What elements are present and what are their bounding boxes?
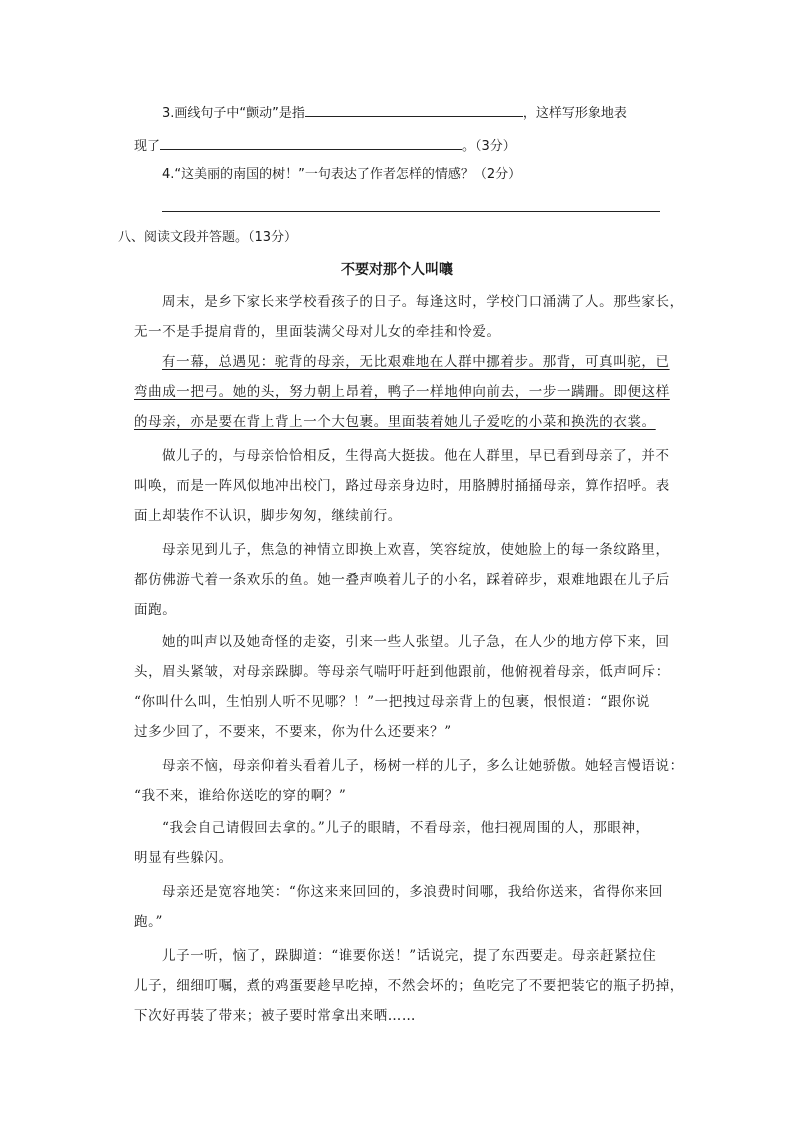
passage-line: 都仿佛游弋着一条欢乐的鱼。她一叠声唤着儿子的小名，踩着碎步，艰难地跟在儿子后: [134, 572, 670, 588]
passage-line: 周末，是乡下家长来学校看孩子的日子。每逢这时，学校门口涌满了人。那些家长，: [162, 294, 684, 310]
question-4: 4.“这美丽的南国的树！”一句表达了作者怎样的情感？（2分）: [162, 167, 522, 182]
question-3-suffix: ，这样写形象地表: [522, 106, 627, 121]
underlined-passage-line: 弯曲成一把弓。她的头，努力朝上昂着，鸭子一样地伸向前去，一步一蹒跚。即便这样: [134, 384, 670, 400]
passage-line: 头，眉头紧皱，对母亲跺脚。等母亲气喘吁吁赶到他跟前，他俯视着母亲，低声呵斥：: [134, 664, 670, 680]
question-3-prefix: 3.画线句子中“颤动”是指: [162, 106, 305, 121]
answer-blank-2[interactable]: [160, 135, 462, 150]
passage-line: 跑。”: [134, 914, 163, 930]
question-3-line-1: [162, 102, 627, 124]
passage-line: 面上却装作不认识，脚步匆匆，继续前行。: [134, 508, 402, 524]
section-8-heading: 八、阅读文段并答题。（13分）: [118, 230, 298, 245]
passage-line: “我会自己请假回去拿的。”儿子的眼睛，不看母亲，他扫视周围的人，那眼神，: [162, 820, 650, 836]
underlined-passage-line: 的母亲，亦是要在背上背上一个大包裹。里面装着她儿子爱吃的小菜和换洗的衣裳。: [134, 414, 656, 430]
question-3-cont-prefix: 现了: [134, 139, 161, 154]
passage-line: “你叫什么叫，生怕别人听不见哪？！”一把拽过母亲背上的包裹，恨恨道：“跟你说: [134, 694, 651, 710]
passage-title: 不要对那个人叫嚷: [341, 262, 453, 278]
passage-line: 母亲不恼，母亲仰着头看着儿子，杨树一样的儿子，多么让她骄傲。她轻言慢语说：: [162, 758, 684, 774]
passage-line: 她的叫声以及她奇怪的走姿，引来一些人张望。儿子急，在人少的地方停下来，回: [162, 634, 670, 650]
answer-blank-1[interactable]: [305, 102, 523, 117]
passage-line: 儿子一听，恼了，跺脚道：“谁要你送！”话说完，提了东西要走。母亲赶紧拉住: [162, 948, 657, 964]
underlined-passage-line: 有一幕，总遇见：驼背的母亲，无比艰难地在人群中挪着步。那背，可真叫驼，已: [162, 354, 670, 370]
passage-line: 叫唤，而是一阵风似地冲出校门，路过母亲身边时，用胳膊肘捅捅母亲，算作招呼。表: [134, 478, 670, 494]
passage-line: 下次好再装了带来；被子要时常拿出来晒……: [134, 1008, 416, 1024]
passage-line: 明显有些躲闪。: [134, 850, 233, 866]
passage-line: 做儿子的，与母亲恰恰相反，生得高大挺拔。他在人群里，早已看到母亲了，并不: [162, 448, 670, 464]
passage-line: 过多少回了，不要来，不要来，你为什么还要来？”: [134, 724, 452, 740]
passage-line: “我不来，谁给你送吃的穿的啊？”: [134, 788, 347, 804]
passage-line: 母亲见到儿子，焦急的神情立即换上欢喜，笑容绽放，使她脸上的每一条纹路里，: [162, 542, 670, 558]
passage-line: 母亲还是宽容地笑：“你这来来回回的，多浪费时间哪，我给你送来，省得你来回: [162, 884, 664, 900]
passage-line: 面跑。: [134, 602, 177, 618]
question-3-line-2: [134, 135, 516, 157]
answer-line-question-4[interactable]: [162, 211, 660, 212]
passage-line: 无一不是手提肩背的，里面装满父母对儿女的牵挂和怜爱。: [134, 324, 501, 340]
passage-line: 儿子，细细叮嘱，煮的鸡蛋要趁早吃掉，不然会坏的；鱼吃完了不要把装它的瓶子扔掉，: [134, 978, 684, 994]
question-3-cont-suffix: 。（3分）: [462, 139, 516, 154]
